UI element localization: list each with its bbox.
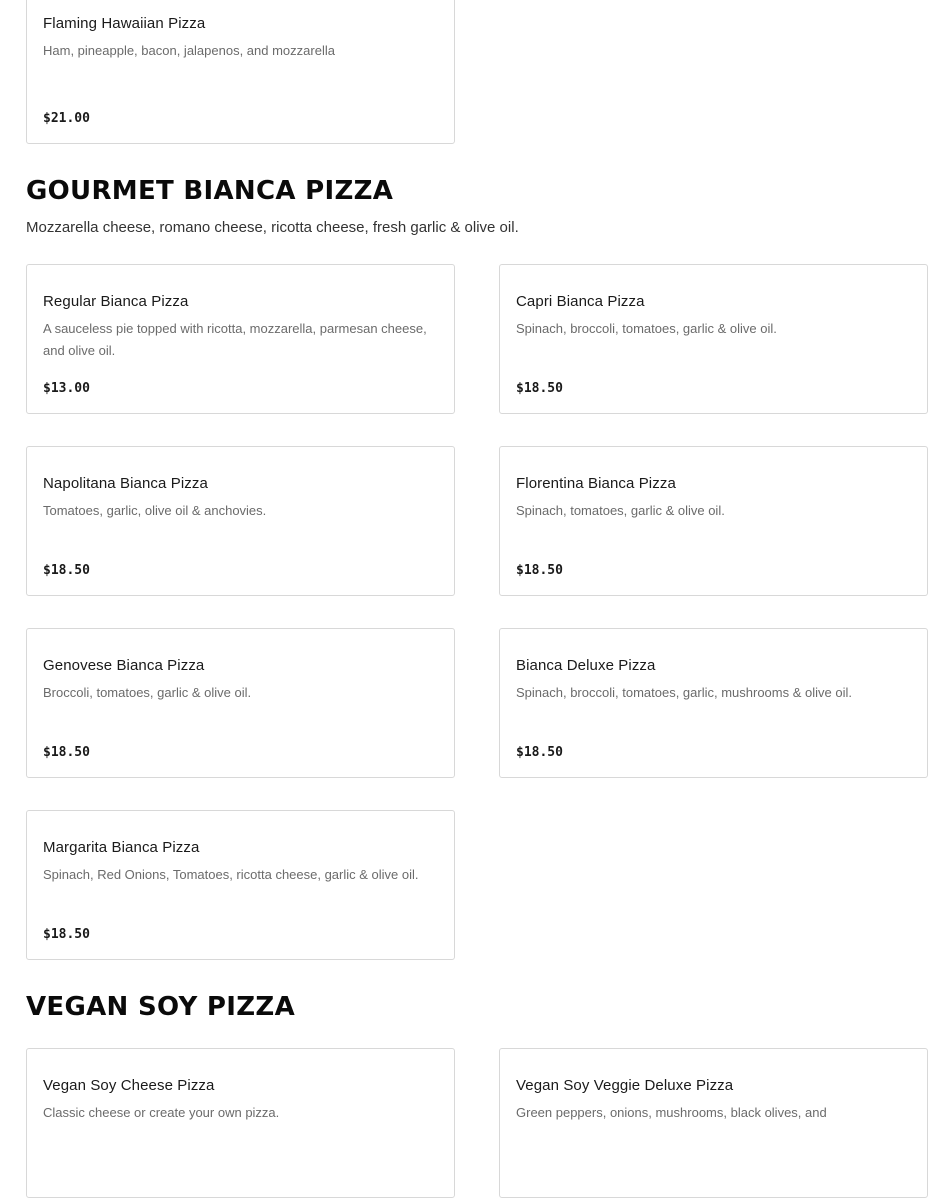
item-name: Florentina Bianca Pizza <box>516 475 676 492</box>
item-name: Margarita Bianca Pizza <box>43 839 200 856</box>
item-description: Spinach, Red Onions, Tomatoes, ricotta cheese, garlic & olive oil. <box>43 867 419 882</box>
item-description: Spinach, tomatoes, garlic & olive oil. <box>516 503 725 518</box>
section-title: GOURMET BIANCA PIZZA <box>26 176 394 206</box>
item-name: Regular Bianca Pizza <box>43 293 189 310</box>
item-name: Vegan Soy Veggie Deluxe Pizza <box>516 1077 734 1094</box>
item-price: $18.50 <box>43 927 90 942</box>
item-description: Broccoli, tomatoes, garlic & olive oil. <box>43 685 252 700</box>
item-price: $18.50 <box>43 745 90 760</box>
item-price: $18.50 <box>516 745 563 760</box>
item-description: Spinach, broccoli, tomatoes, garlic & olive oil. <box>516 321 777 336</box>
menu-item-card[interactable] <box>26 1048 455 1198</box>
item-price: $21.00 <box>43 111 90 126</box>
item-name: Napolitana Bianca Pizza <box>43 475 208 492</box>
menu-item-card[interactable] <box>499 446 928 596</box>
section-title: VEGAN SOY PIZZA <box>26 992 295 1022</box>
menu-item-card[interactable] <box>499 1048 928 1198</box>
menu-item-card[interactable] <box>499 264 928 414</box>
item-description: Spinach, broccoli, tomatoes, garlic, mushrooms & olive oil. <box>516 685 852 700</box>
item-name: Bianca Deluxe Pizza <box>516 657 656 674</box>
item-price: $18.50 <box>516 381 563 396</box>
menu-item-card[interactable] <box>26 264 455 414</box>
item-price: $13.00 <box>43 381 90 396</box>
item-name: Genovese Bianca Pizza <box>43 657 205 674</box>
item-description: Ham, pineapple, bacon, jalapenos, and mozzarella <box>43 43 335 58</box>
menu-item-card[interactable] <box>26 628 455 778</box>
section-subtitle: Mozzarella cheese, romano cheese, ricotta cheese, fresh garlic & olive oil. <box>26 219 519 236</box>
item-name: Flaming Hawaiian Pizza <box>43 15 206 32</box>
menu-item-card[interactable] <box>499 628 928 778</box>
menu-item-card[interactable] <box>26 0 455 144</box>
item-description: Green peppers, onions, mushrooms, black olives, and <box>516 1105 827 1120</box>
menu-item-card[interactable] <box>26 446 455 596</box>
item-description: A sauceless pie topped with ricotta, mozzarella, parmesan cheese, and olive oil. <box>43 321 427 358</box>
item-description: Tomatoes, garlic, olive oil & anchovies. <box>43 503 267 518</box>
item-price: $18.50 <box>43 563 90 578</box>
item-name: Vegan Soy Cheese Pizza <box>43 1077 215 1094</box>
item-description: Classic cheese or create your own pizza. <box>43 1105 280 1120</box>
menu-item-card[interactable] <box>26 810 455 960</box>
item-name: Capri Bianca Pizza <box>516 293 645 310</box>
item-price: $18.50 <box>516 563 563 578</box>
